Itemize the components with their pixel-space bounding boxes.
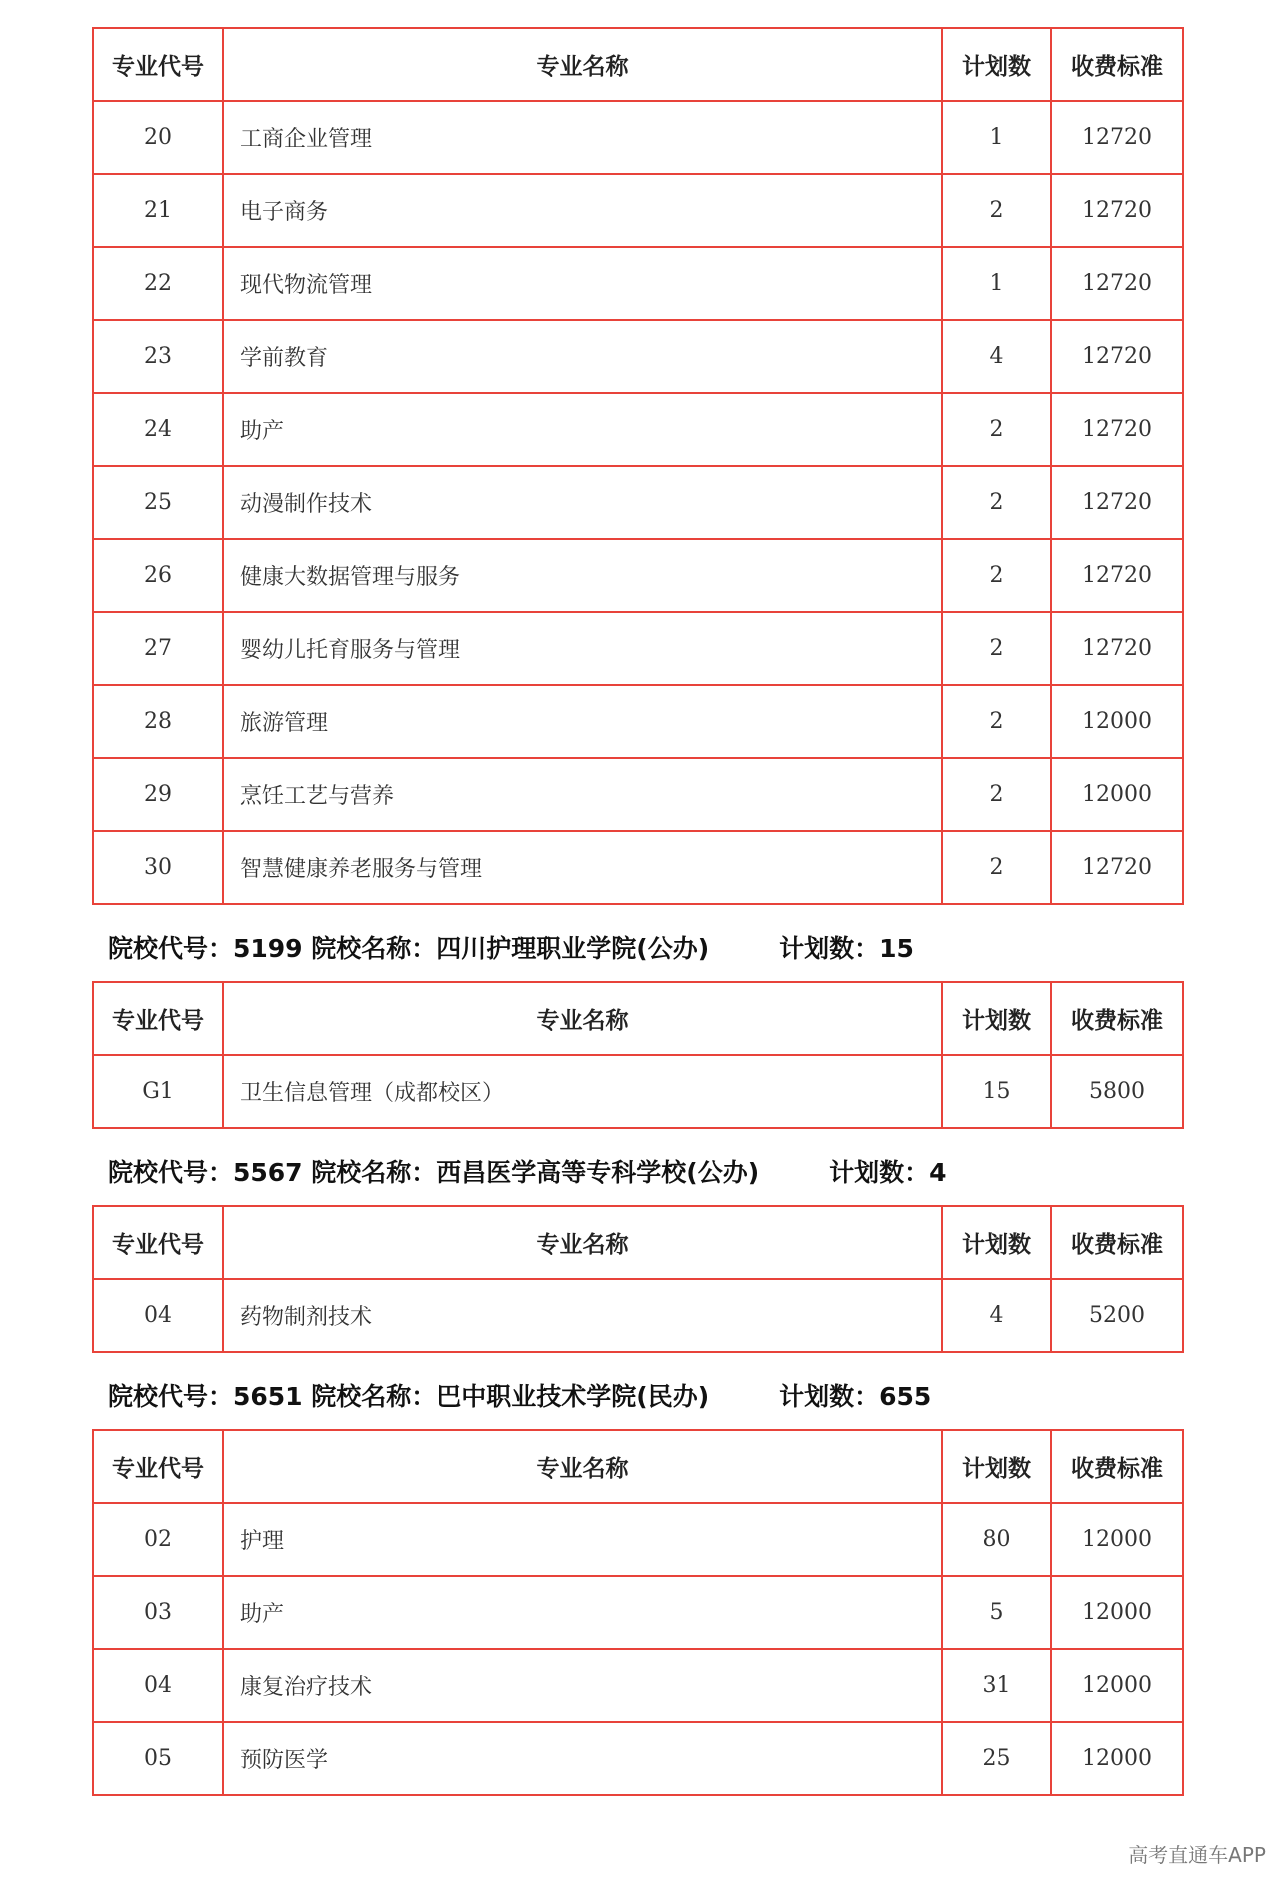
cell-code: 30	[93, 831, 223, 904]
cell-code: 23	[93, 320, 223, 393]
cell-name: 现代物流管理	[223, 247, 942, 320]
school-heading	[92, 905, 1182, 981]
table-row	[93, 393, 1183, 466]
cell-code: 04	[93, 1279, 223, 1352]
cell-name: 电子商务	[223, 174, 942, 247]
table-row	[93, 1576, 1183, 1649]
school-plan-total: 计划数：15	[779, 934, 914, 963]
cell-plan: 2	[942, 612, 1051, 685]
cell-plan: 2	[942, 174, 1051, 247]
cell-fee: 5800	[1051, 1055, 1183, 1128]
header-code: 专业代号	[93, 1206, 223, 1279]
cell-code: 20	[93, 101, 223, 174]
cell-name: 护理	[223, 1503, 942, 1576]
cell-name: 学前教育	[223, 320, 942, 393]
cell-fee: 12000	[1051, 1722, 1183, 1795]
school-label: 院校代号：5199 院校名称：四川护理职业学院(公办)	[108, 934, 710, 963]
cell-plan: 80	[942, 1503, 1051, 1576]
cell-name: 婴幼儿托育服务与管理	[223, 612, 942, 685]
cell-code: G1	[93, 1055, 223, 1128]
cell-plan: 15	[942, 1055, 1051, 1128]
cell-fee: 12720	[1051, 320, 1183, 393]
cell-name: 烹饪工艺与营养	[223, 758, 942, 831]
cell-fee: 5200	[1051, 1279, 1183, 1352]
cell-code: 22	[93, 247, 223, 320]
cell-name: 康复治疗技术	[223, 1649, 942, 1722]
table-row	[93, 466, 1183, 539]
table-row	[93, 101, 1183, 174]
table-row	[93, 539, 1183, 612]
school-plan-total: 计划数：4	[829, 1158, 947, 1187]
header-name: 专业名称	[223, 1430, 942, 1503]
table-row	[93, 1279, 1183, 1352]
header-name: 专业名称	[223, 1206, 942, 1279]
cell-fee: 12720	[1051, 247, 1183, 320]
cell-name: 动漫制作技术	[223, 466, 942, 539]
cell-plan: 2	[942, 539, 1051, 612]
cell-plan: 31	[942, 1649, 1051, 1722]
cell-code: 29	[93, 758, 223, 831]
cell-plan: 25	[942, 1722, 1051, 1795]
table-row	[93, 320, 1183, 393]
header-code: 专业代号	[93, 1430, 223, 1503]
cell-code: 24	[93, 393, 223, 466]
document-sheet	[92, 27, 1182, 1796]
cell-fee: 12000	[1051, 758, 1183, 831]
major-table	[92, 981, 1184, 1129]
cell-code: 25	[93, 466, 223, 539]
header-fee: 收费标准	[1051, 982, 1183, 1055]
table-row	[93, 831, 1183, 904]
cell-name: 旅游管理	[223, 685, 942, 758]
school-heading	[92, 1129, 1182, 1205]
cell-code: 05	[93, 1722, 223, 1795]
cell-plan: 4	[942, 320, 1051, 393]
major-table	[92, 27, 1184, 905]
cell-code: 03	[93, 1576, 223, 1649]
header-name: 专业名称	[223, 28, 942, 101]
major-table	[92, 1205, 1184, 1353]
header-plan: 计划数	[942, 1430, 1051, 1503]
header-plan: 计划数	[942, 982, 1051, 1055]
cell-fee: 12000	[1051, 1576, 1183, 1649]
cell-fee: 12720	[1051, 101, 1183, 174]
cell-plan: 2	[942, 466, 1051, 539]
cell-name: 预防医学	[223, 1722, 942, 1795]
table-row	[93, 1649, 1183, 1722]
table-row	[93, 612, 1183, 685]
cell-plan: 2	[942, 685, 1051, 758]
cell-plan: 5	[942, 1576, 1051, 1649]
header-code: 专业代号	[93, 982, 223, 1055]
school-plan-total: 计划数：655	[779, 1382, 932, 1411]
cell-fee: 12000	[1051, 1649, 1183, 1722]
header-fee: 收费标准	[1051, 1430, 1183, 1503]
cell-fee: 12720	[1051, 831, 1183, 904]
cell-code: 04	[93, 1649, 223, 1722]
cell-name: 智慧健康养老服务与管理	[223, 831, 942, 904]
cell-code: 21	[93, 174, 223, 247]
major-table	[92, 1429, 1184, 1796]
cell-name: 助产	[223, 393, 942, 466]
table-row	[93, 247, 1183, 320]
cell-plan: 1	[942, 247, 1051, 320]
watermark: 高考直通车APP	[1128, 1843, 1266, 1867]
cell-code: 28	[93, 685, 223, 758]
school-heading	[92, 1353, 1182, 1429]
table-row	[93, 1722, 1183, 1795]
school-label: 院校代号：5567 院校名称：西昌医学高等专科学校(公办)	[108, 1158, 760, 1187]
cell-name: 健康大数据管理与服务	[223, 539, 942, 612]
table-row	[93, 1055, 1183, 1128]
cell-fee: 12720	[1051, 612, 1183, 685]
table-row	[93, 758, 1183, 831]
table-header-row	[93, 28, 1183, 101]
cell-plan: 2	[942, 758, 1051, 831]
cell-plan: 4	[942, 1279, 1051, 1352]
cell-code: 27	[93, 612, 223, 685]
table-row	[93, 685, 1183, 758]
header-fee: 收费标准	[1051, 28, 1183, 101]
cell-fee: 12000	[1051, 685, 1183, 758]
cell-fee: 12720	[1051, 539, 1183, 612]
cell-name: 卫生信息管理（成都校区）	[223, 1055, 942, 1128]
cell-name: 工商企业管理	[223, 101, 942, 174]
header-name: 专业名称	[223, 982, 942, 1055]
cell-fee: 12720	[1051, 466, 1183, 539]
cell-name: 药物制剂技术	[223, 1279, 942, 1352]
cell-code: 02	[93, 1503, 223, 1576]
school-label: 院校代号：5651 院校名称：巴中职业技术学院(民办)	[108, 1382, 710, 1411]
cell-fee: 12000	[1051, 1503, 1183, 1576]
header-plan: 计划数	[942, 1206, 1051, 1279]
cell-plan: 1	[942, 101, 1051, 174]
table-row	[93, 1503, 1183, 1576]
cell-fee: 12720	[1051, 174, 1183, 247]
cell-fee: 12720	[1051, 393, 1183, 466]
header-fee: 收费标准	[1051, 1206, 1183, 1279]
cell-plan: 2	[942, 393, 1051, 466]
header-code: 专业代号	[93, 28, 223, 101]
table-row	[93, 174, 1183, 247]
cell-name: 助产	[223, 1576, 942, 1649]
header-plan: 计划数	[942, 28, 1051, 101]
cell-code: 26	[93, 539, 223, 612]
cell-plan: 2	[942, 831, 1051, 904]
